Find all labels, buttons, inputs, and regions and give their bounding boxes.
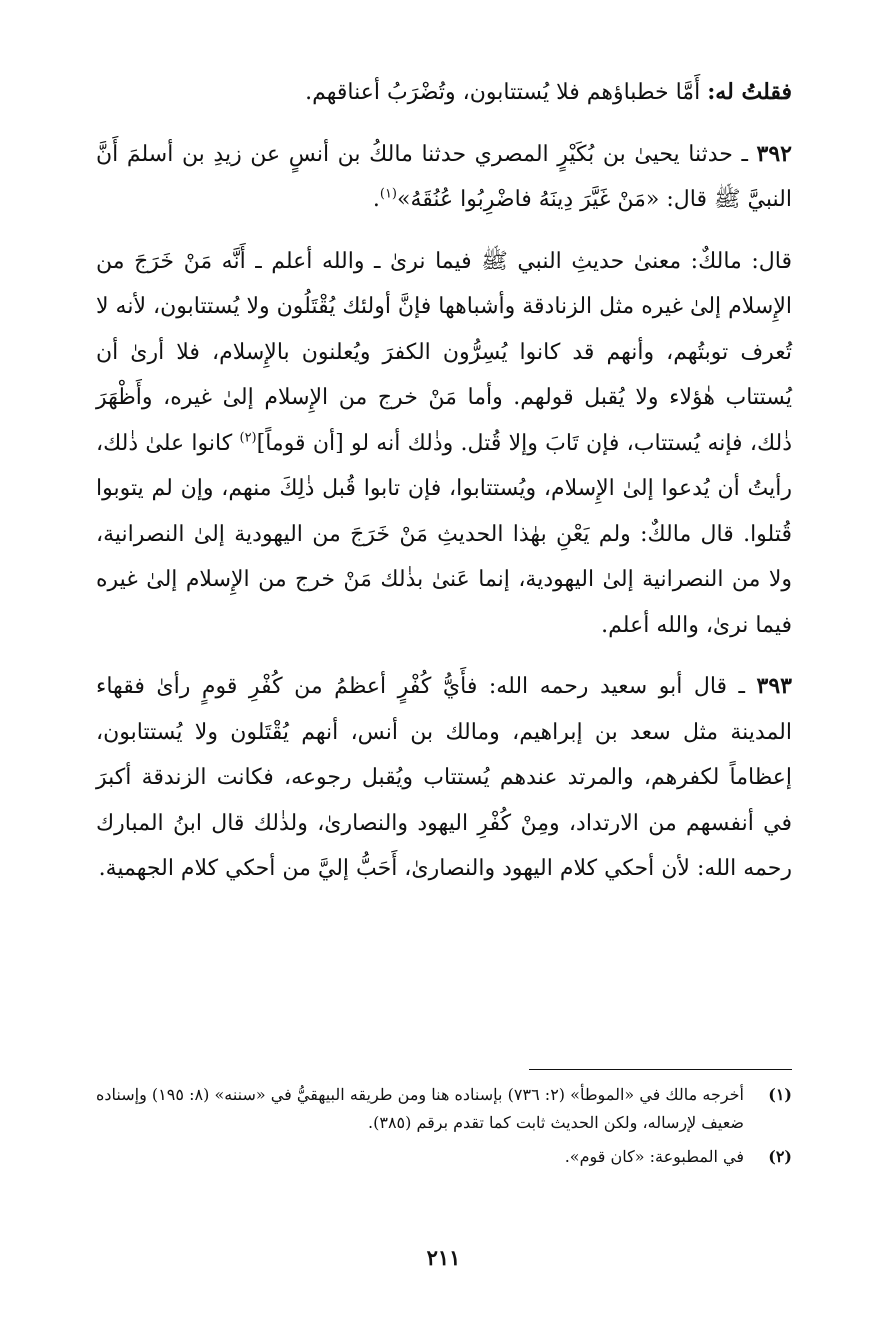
footnote-separator [529, 1069, 792, 1070]
intro-lead: فقلتُ له: [707, 79, 792, 105]
footnote-2 [96, 1143, 792, 1171]
malik-text-part-a: قال: مالكٌ: معنىٰ حديثِ النبي ﷺ فيما نرىٰ ـ والله أعلم ـ أَنَّه مَنْ خَرَجَ من الإِسلام إلىٰ غيره مثل الزنادقة وأشباهها فإنَّ أولئك يُقْتَلُون ولا يُستتابون، لأنه لا تُعرف توبتُهم، وأنهم قد كانوا يُسِرُّون الكفرَ ويُعلنون بالإِسلام، فلا أرىٰ أن يُستتاب هٰؤلاء ولا يُقبل قولهم. وأما مَنْ خرج من الإِسلام إلىٰ غيره، وأَظْهَرَ ذٰلك، فإنه يُستتاب، فإن تَابَ وإلا قُتل. وذٰلك أنه لو [أن قوماً] [96, 248, 792, 456]
footnote-number: (٢) [768, 1147, 792, 1166]
footnote-text: في المطبوعة: «كان قوم». [564, 1147, 744, 1166]
page-number: ٢١١ [426, 1245, 461, 1270]
paragraph-malik [96, 239, 792, 649]
paragraph-392 [96, 132, 792, 223]
hadith-tail-392: . [372, 187, 380, 212]
footnote-1 [96, 1081, 792, 1137]
intro-text: أَمَّا خطباؤهم فلا يُستتابون، وتُضْرَبُ أعناقهم. [305, 80, 701, 105]
malik-text-part-b: كانوا علىٰ ذٰلك، رأيتُ أن يُدعوا إلىٰ الإِسلام، ويُستتابوا، فإن تابوا قُبل ذٰلِكَ منهم، وإن لم يتوبوا قُتلوا. قال مالكٌ: ولم يَعْنِ بهٰذا الحديثِ مَنْ خَرَجَ من اليهودية إلىٰ النصرانية، ولا من النصرانية إلىٰ اليهودية، إنما عَنىٰ بذٰلك مَنْ خرج من الإِسلام إلىٰ غيره فيما نرىٰ، والله أعلم. [96, 430, 793, 638]
paragraph-393 [96, 664, 792, 892]
hadith-text-393: ـ قال أبو سعيد رحمه الله: فأَيُّ كُفْرٍ أعظمُ من كُفْرِ قومٍ رأىٰ فقهاء المدينة مثل سعد بن إبراهيم، ومالك بن أنس، أنهم يُقْتَلون ولا يُستتابون، إعظاماً لكفرهم، والمرتد عندهم يُستتاب ويُقبل رجوعه، فكانت الزندقة أكبرَ في أنفسهم من الارتداد، ومِنْ كُفْرِ اليهود والنصارىٰ، ولذٰلك قال ابنُ المبارك رحمه الله: لأن أحكي كلام اليهود والنصارىٰ، أَحَبُّ إليَّ من أحكي كلام الجهمية. [96, 674, 792, 881]
main-text [96, 70, 792, 892]
paragraph-intro [96, 70, 792, 116]
footnote-text: أخرجه مالك في «الموطأ» (٢: ٧٣٦) بإسناده هنا ومن طريقه البيهقيُّ في «سننه» (٨: ١٩٥) وإسناده ضعيف لإرساله، ولكن الحديث ثابت كما تقدم برقم (٣٨٥). [96, 1085, 745, 1132]
hadith-number-392: ٣٩٢ [756, 140, 792, 167]
footnote-ref-2: (٢) [239, 430, 257, 446]
footnotes [96, 1081, 792, 1177]
hadith-text-392: ـ حدثنا يحيىٰ بن بُكَيْرٍ المصري حدثنا مالكُ بن أنسٍ عن زيدِ بن أسلمَ أَنَّ النبيَّ ﷺ قال: «مَنْ غَيَّرَ دِينَهُ فاضْرِبُوا عُنُقَهُ» [96, 141, 792, 212]
footnote-ref-1: (١) [379, 186, 397, 202]
footnote-number: (١) [768, 1085, 792, 1104]
hadith-number-393: ٣٩٣ [756, 673, 792, 699]
